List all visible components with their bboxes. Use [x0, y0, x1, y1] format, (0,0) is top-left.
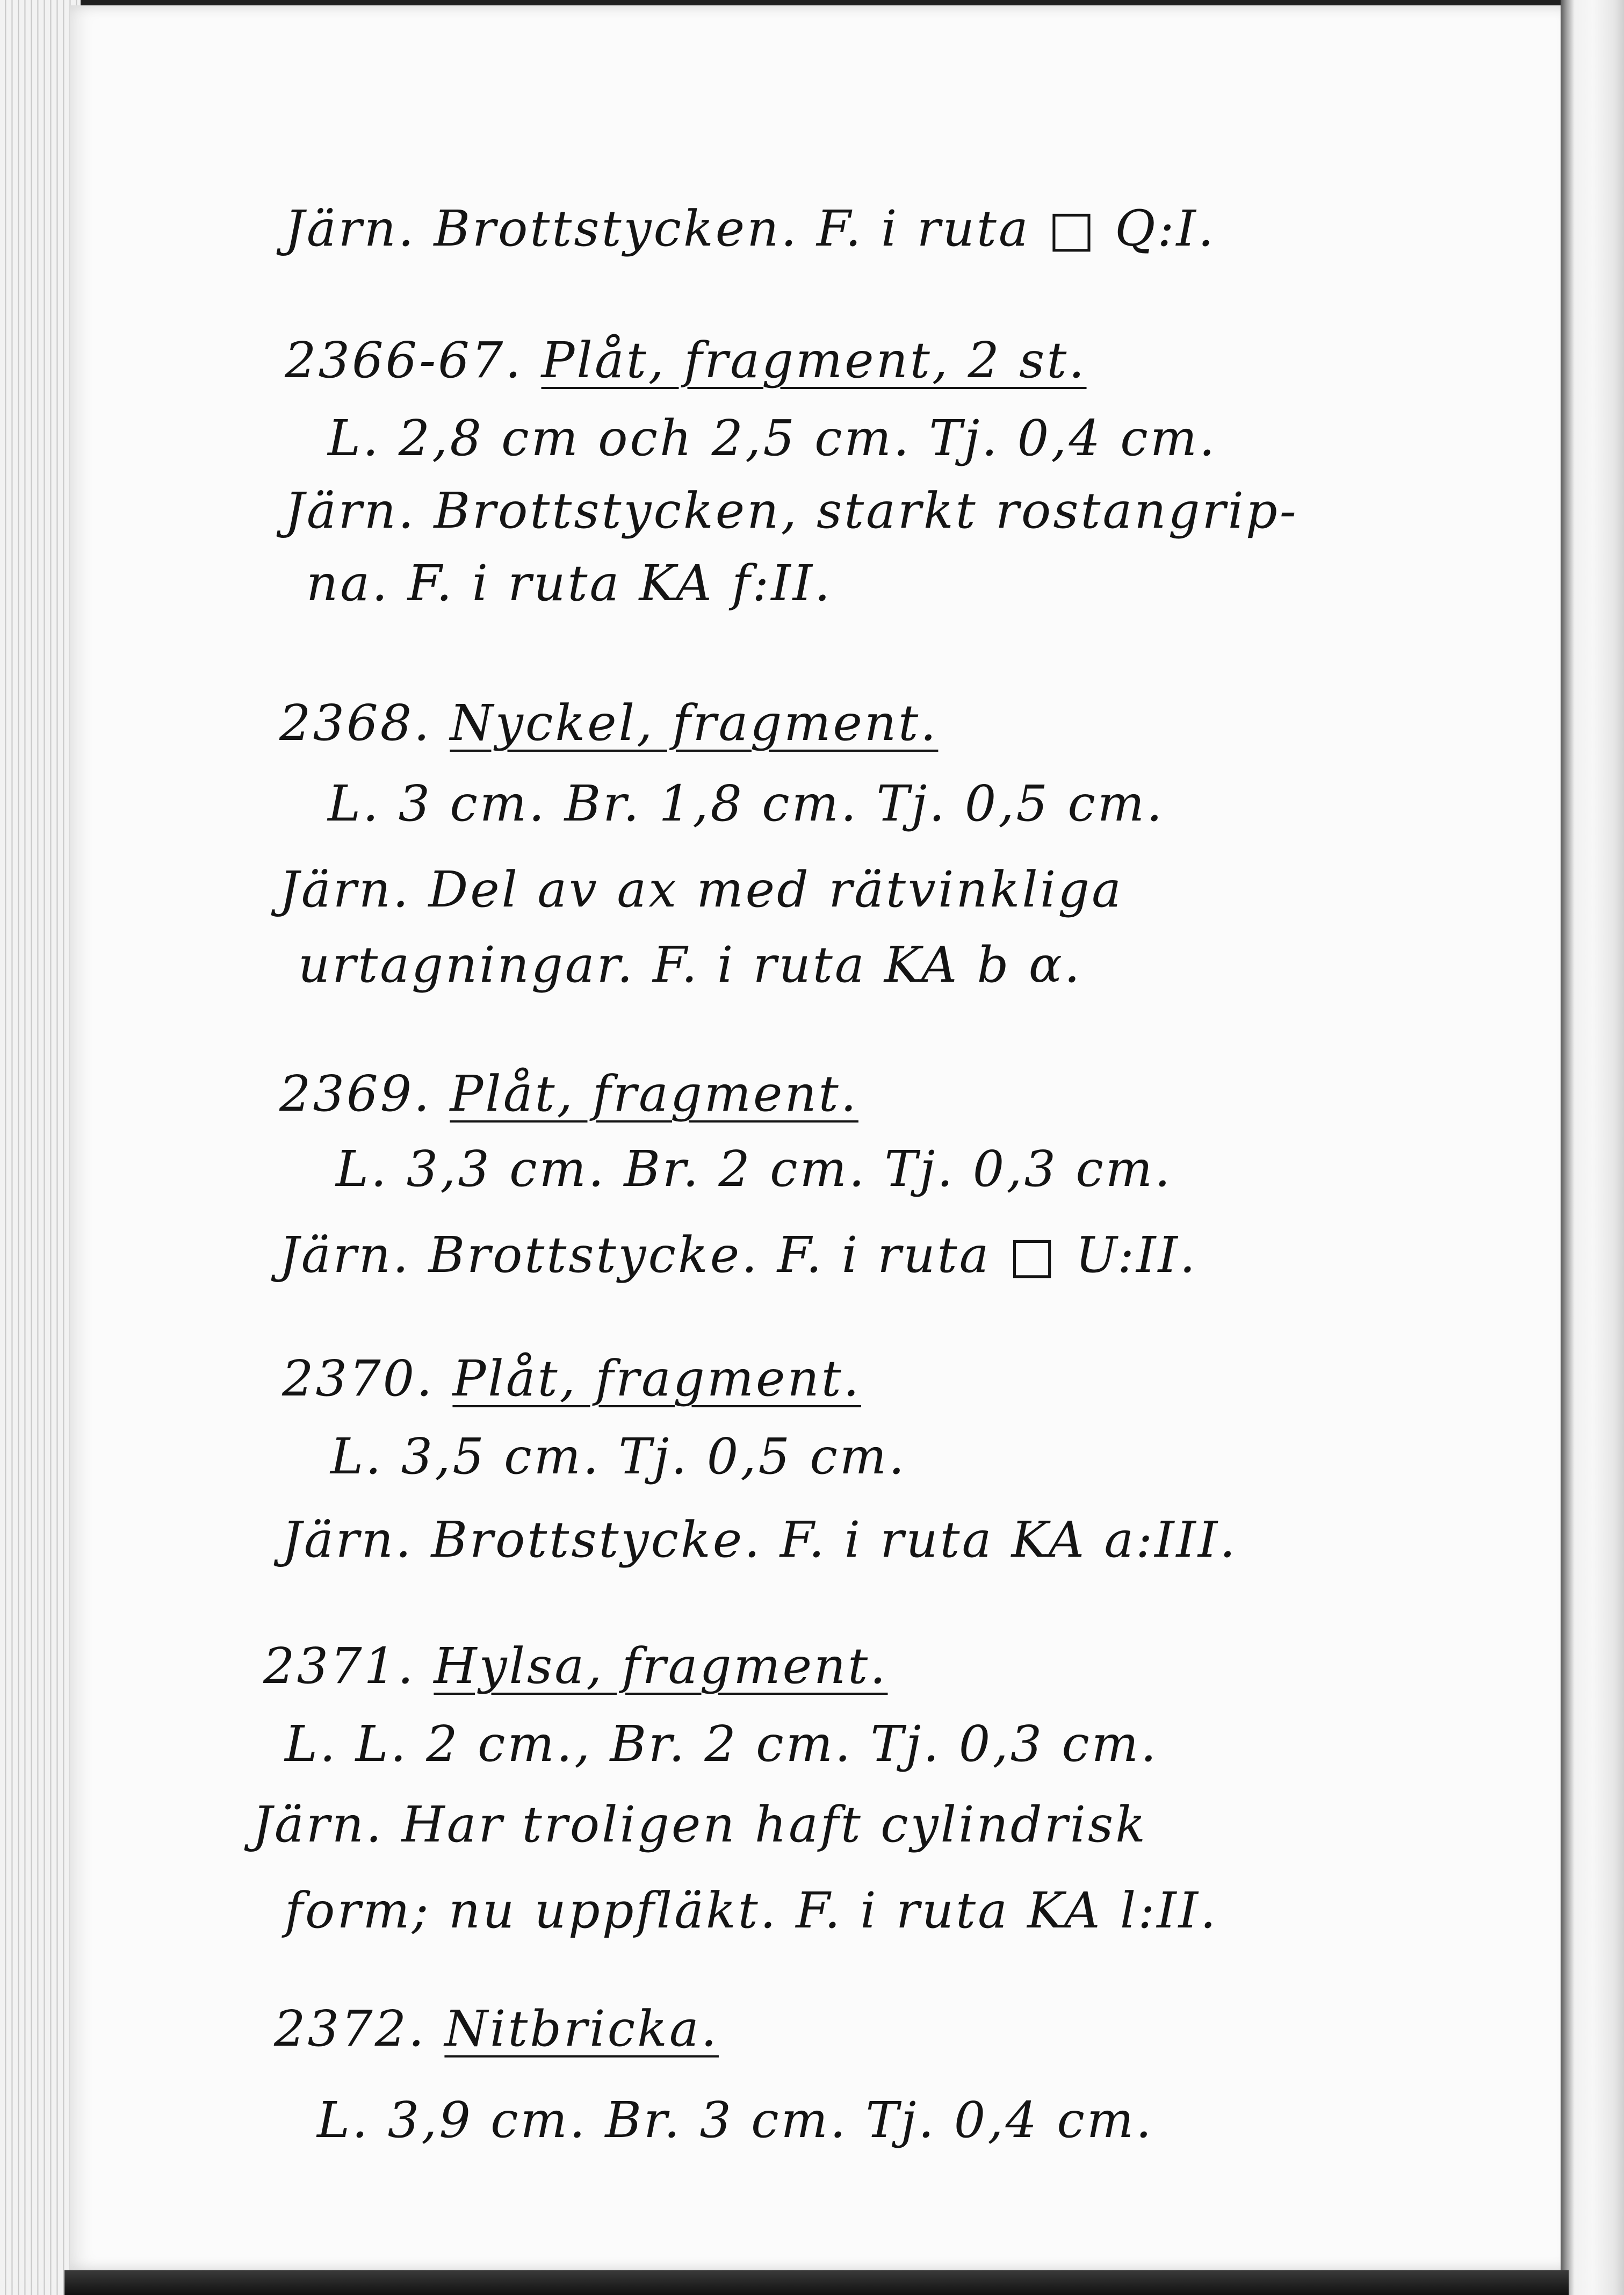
entry-title: Nyckel, fragment. — [450, 694, 939, 752]
entry-line: L. 2,8 cm och 2,5 cm. Tj. 0,4 cm. — [328, 409, 1217, 467]
entry-heading — [263, 1637, 888, 1695]
entry-title: Nitbricka. — [444, 2000, 719, 2057]
entry-title: Plåt, fragment. — [450, 1065, 858, 1123]
entry-line: na. F. i ruta KA f:II. — [306, 555, 833, 612]
entry-line: L. 3 cm. Br. 1,8 cm. Tj. 0,5 cm. — [328, 775, 1165, 832]
entry-line: Järn. Brottstycken, starkt rostangrip- — [285, 482, 1298, 539]
entry-line: L. L. 2 cm., Br. 2 cm. Tj. 0,3 cm. — [285, 1715, 1159, 1773]
entry-number: 2369. — [279, 1065, 432, 1123]
entry-line: Järn. Brottstycken. F. i ruta □ Q:I. — [285, 200, 1216, 257]
entry-line: L. 3,3 cm. Br. 2 cm. Tj. 0,3 cm. — [336, 1140, 1173, 1198]
entry-line: Järn. Del av ax med rätvinkliga — [279, 861, 1123, 918]
entry-line: urtagningar. F. i ruta KA b α. — [298, 936, 1082, 994]
entry-line: L. 3,5 cm. Tj. 0,5 cm. — [330, 1428, 907, 1485]
entry-heading — [274, 2000, 719, 2057]
entry-number: 2371. — [263, 1637, 416, 1695]
entry-title: Plåt, fragment, 2 st. — [541, 332, 1087, 389]
entry-number: 2366-67. — [285, 332, 523, 389]
entry-line: Järn. Har troligen haft cylindrisk — [252, 1796, 1147, 1853]
entry-number: 2368. — [279, 694, 432, 752]
entry-heading — [285, 332, 1087, 389]
entry-title: Plåt, fragment. — [452, 1350, 861, 1407]
entry-title: Hylsa, fragment. — [434, 1637, 888, 1695]
entry-line: form; nu uppfläkt. F. i ruta KA l:II. — [285, 1882, 1218, 1939]
entry-line: Järn. Brottstycke. F. i ruta KA a:III. — [282, 1511, 1238, 1569]
entry-heading — [282, 1350, 861, 1407]
entry-heading — [279, 694, 939, 752]
entry-number: 2372. — [274, 2000, 427, 2057]
entry-line: Järn. Brottstycke. F. i ruta □ U:II. — [279, 1226, 1198, 1284]
entry-number: 2370. — [282, 1350, 435, 1407]
entry-line: L. 3,9 cm. Br. 3 cm. Tj. 0,4 cm. — [317, 2091, 1154, 2149]
entry-heading — [279, 1065, 858, 1123]
